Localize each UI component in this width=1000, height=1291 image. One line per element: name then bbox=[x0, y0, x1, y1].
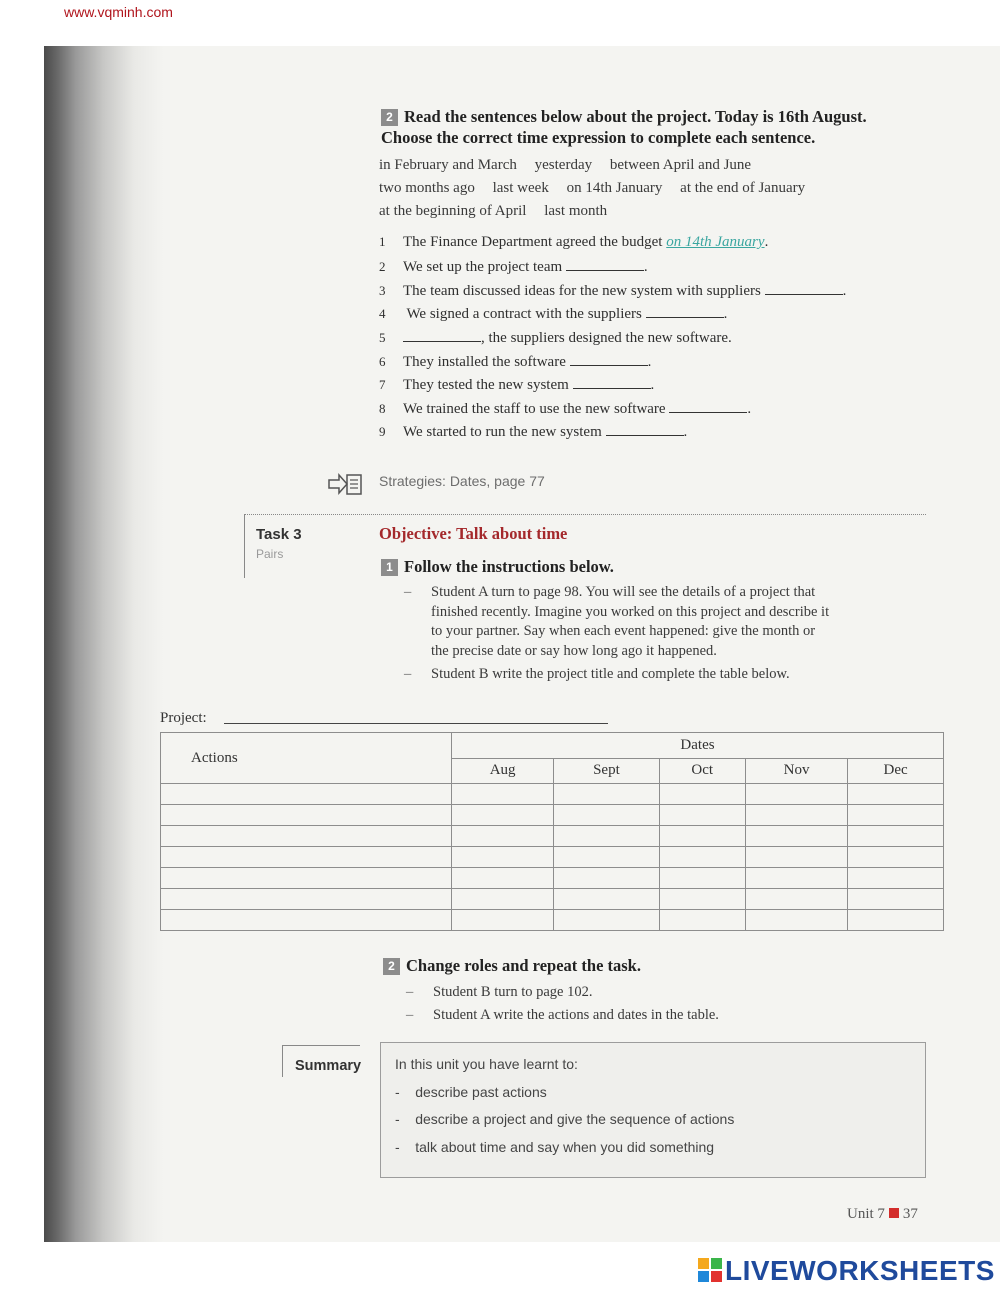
summary-rule bbox=[282, 1045, 360, 1046]
expression-row-3 bbox=[379, 200, 819, 223]
table-cell[interactable] bbox=[161, 805, 452, 826]
task-label-rule bbox=[244, 514, 245, 578]
table-cell[interactable] bbox=[659, 784, 745, 805]
step-number-badge: 1 bbox=[381, 559, 398, 576]
sentence-7: 7 They tested the new system . bbox=[379, 377, 655, 393]
summary-item: - describe a project and give the sequence of actions bbox=[395, 1111, 735, 1127]
table-cell[interactable] bbox=[659, 847, 745, 868]
table-cell[interactable] bbox=[452, 805, 554, 826]
task-objective: Objective: Talk about time bbox=[379, 524, 568, 543]
sentence-8: 8 We trained the staff to use the new software . bbox=[379, 401, 752, 417]
table-cell[interactable] bbox=[659, 826, 745, 847]
project-title-input[interactable] bbox=[224, 723, 608, 724]
table-cell[interactable] bbox=[554, 847, 659, 868]
task-mode: Pairs bbox=[256, 547, 284, 561]
answer-blank[interactable] bbox=[765, 282, 843, 295]
table-cell[interactable] bbox=[452, 847, 554, 868]
summary-item: - talk about time and say when you did something bbox=[395, 1139, 715, 1155]
exercise-2-heading bbox=[381, 106, 941, 148]
month-header: Dec bbox=[848, 758, 944, 784]
answer-blank[interactable] bbox=[646, 305, 724, 318]
table-cell[interactable] bbox=[745, 847, 847, 868]
table-cell[interactable] bbox=[452, 910, 554, 931]
table-cell[interactable] bbox=[161, 847, 452, 868]
month-header: Sept bbox=[554, 758, 659, 784]
summary-label: Summary bbox=[295, 1058, 362, 1074]
table-cell[interactable] bbox=[848, 889, 944, 910]
answer-blank[interactable] bbox=[606, 423, 684, 436]
expression-row-2 bbox=[379, 177, 819, 200]
answer-blank[interactable] bbox=[573, 376, 651, 389]
sentence-6: 6 They installed the software . bbox=[379, 354, 652, 370]
table-cell[interactable] bbox=[848, 910, 944, 931]
strategies-reference: Strategies: Dates, page 77 bbox=[379, 473, 545, 489]
dates-table bbox=[160, 732, 944, 931]
table-cell[interactable] bbox=[161, 868, 452, 889]
red-square-icon bbox=[889, 1208, 899, 1218]
exercise-2-heading-line2: Choose the correct time expression to complete each sentence. bbox=[381, 128, 816, 147]
sentence-5: 5 , the suppliers designed the new software. bbox=[379, 330, 732, 346]
summary-item: - describe past actions bbox=[395, 1084, 547, 1100]
expression: at the end of January bbox=[680, 180, 806, 196]
step-2-instructions bbox=[406, 983, 926, 1025]
answer-blank[interactable] bbox=[566, 258, 644, 271]
step-1-heading: 1 Follow the instructions below. bbox=[381, 556, 614, 577]
table-row bbox=[161, 910, 944, 931]
sentence-2: 2 We set up the project team . bbox=[379, 259, 648, 275]
table-cell[interactable] bbox=[745, 826, 847, 847]
table-cell[interactable] bbox=[161, 910, 452, 931]
time-expressions-box bbox=[379, 154, 819, 223]
instruction-bullet: – Student B write the project title and complete the table below. bbox=[404, 666, 790, 682]
table-cell[interactable] bbox=[848, 847, 944, 868]
liveworksheets-icon bbox=[697, 1257, 723, 1283]
step-2-heading: 2 Change roles and repeat the task. bbox=[383, 955, 641, 976]
summary-intro: In this unit you have learnt to: bbox=[395, 1056, 578, 1072]
month-header: Aug bbox=[452, 758, 554, 784]
textbook-page bbox=[44, 46, 1000, 1242]
sentence-list bbox=[379, 234, 939, 454]
table-row bbox=[161, 847, 944, 868]
table-cell[interactable] bbox=[554, 910, 659, 931]
table-row bbox=[161, 805, 944, 826]
table-cell[interactable] bbox=[745, 784, 847, 805]
table-cell[interactable] bbox=[554, 826, 659, 847]
table-cell[interactable] bbox=[848, 805, 944, 826]
table-cell[interactable] bbox=[452, 784, 554, 805]
sentence-4: 4 We signed a contract with the suppliers . bbox=[379, 306, 728, 322]
table-cell[interactable] bbox=[554, 868, 659, 889]
expression: at the beginning of April bbox=[379, 203, 527, 219]
instruction-bullet: – Student A turn to page 98. You will see the details of a project that finished recently. Imagine you worked on this project and describe it to your partner. Say when each event happened: give the month or the precise date or say how long ago it happened. bbox=[404, 584, 830, 659]
answer-blank[interactable] bbox=[669, 400, 747, 413]
instruction-bullet: – Student A write the actions and dates in the table. bbox=[406, 1006, 719, 1023]
month-header: Nov bbox=[745, 758, 847, 784]
table-cell[interactable] bbox=[452, 868, 554, 889]
table-cell[interactable] bbox=[554, 784, 659, 805]
table-cell[interactable] bbox=[745, 868, 847, 889]
expression: in February and March bbox=[379, 157, 517, 173]
liveworksheets-logo[interactable]: LIVEWORKSHEETS bbox=[697, 1255, 995, 1287]
table-cell[interactable] bbox=[554, 889, 659, 910]
table-row bbox=[161, 826, 944, 847]
table-cell[interactable] bbox=[452, 889, 554, 910]
table-cell[interactable] bbox=[161, 889, 452, 910]
step-number-badge: 2 bbox=[383, 958, 400, 975]
table-row bbox=[161, 784, 944, 805]
table-cell[interactable] bbox=[554, 805, 659, 826]
table-row bbox=[161, 868, 944, 889]
unit-label: Unit 7 bbox=[847, 1206, 885, 1222]
table-cell[interactable] bbox=[745, 910, 847, 931]
table-cell[interactable] bbox=[745, 805, 847, 826]
table-cell[interactable] bbox=[659, 868, 745, 889]
sentence-9: 9 We started to run the new system . bbox=[379, 424, 688, 440]
table-row bbox=[161, 889, 944, 910]
step-1-instructions bbox=[404, 583, 924, 685]
task-label: Task 3 bbox=[256, 526, 302, 543]
page-footer bbox=[847, 1206, 918, 1223]
exercise-number-badge: 2 bbox=[381, 109, 398, 126]
exercise-2-heading-line1: Read the sentences below about the project. Today is 16th August. bbox=[404, 107, 867, 126]
expression: on 14th January bbox=[566, 180, 663, 196]
table-cell[interactable] bbox=[659, 910, 745, 931]
expression: last month bbox=[544, 203, 608, 219]
expression: last week bbox=[492, 180, 549, 196]
book-spine-shadow bbox=[44, 46, 164, 1242]
month-header: Oct bbox=[659, 758, 745, 784]
site-url[interactable]: www.vqminh.com bbox=[64, 4, 173, 20]
table-cell[interactable] bbox=[161, 826, 452, 847]
actions-header: Actions bbox=[161, 733, 452, 784]
strategies-icon bbox=[327, 470, 363, 503]
answer-blank[interactable] bbox=[403, 329, 481, 342]
instruction-bullet: – Student B turn to page 102. bbox=[406, 984, 593, 1000]
page-number: 37 bbox=[902, 1206, 918, 1222]
expression: yesterday bbox=[534, 157, 593, 173]
table-cell[interactable] bbox=[848, 784, 944, 805]
project-label: Project: bbox=[160, 710, 207, 726]
task-divider bbox=[244, 514, 926, 515]
table-cell[interactable] bbox=[452, 826, 554, 847]
table-cell[interactable] bbox=[745, 889, 847, 910]
expression: between April and June bbox=[609, 157, 752, 173]
answer-blank[interactable] bbox=[570, 353, 648, 366]
summary-rule-vertical bbox=[282, 1045, 283, 1077]
answer-field[interactable]: on 14th January bbox=[666, 234, 765, 250]
table-cell[interactable] bbox=[848, 826, 944, 847]
expression: two months ago bbox=[379, 180, 475, 196]
sentence-3: 3 The team discussed ideas for the new system with suppliers . bbox=[379, 283, 847, 299]
expression-row-1 bbox=[379, 154, 819, 177]
table-cell[interactable] bbox=[659, 889, 745, 910]
table-cell[interactable] bbox=[659, 805, 745, 826]
sentence-1: 1 The Finance Department agreed the budget on 14th January. bbox=[379, 234, 769, 250]
table-cell[interactable] bbox=[161, 784, 452, 805]
table-cell[interactable] bbox=[848, 868, 944, 889]
dates-header: Dates bbox=[452, 733, 944, 759]
summary-box bbox=[380, 1042, 926, 1178]
